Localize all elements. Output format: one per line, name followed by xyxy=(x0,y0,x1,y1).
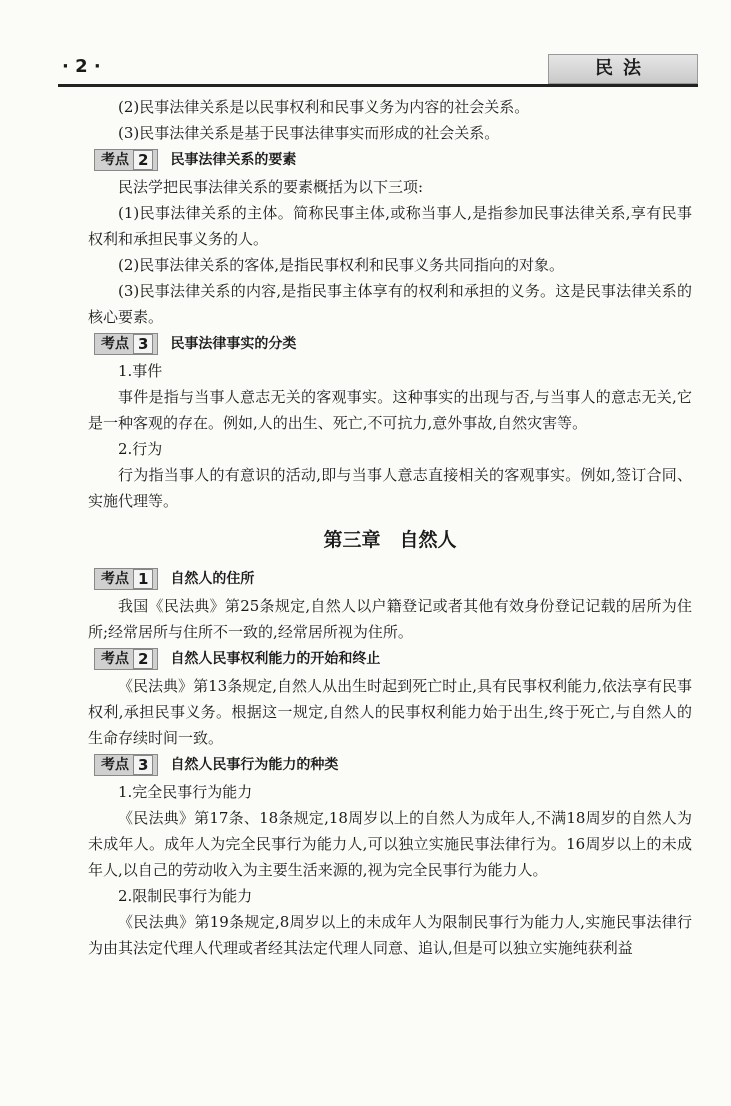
exam-point-heading xyxy=(88,566,692,592)
exam-point-number: 3 xyxy=(133,334,153,354)
exam-point-heading xyxy=(88,147,692,173)
exam-point-number: 2 xyxy=(133,150,153,170)
paragraph: 《民法典》第17条、18条规定,18周岁以上的自然人为成年人,不满18周岁的自然人为未成年人。成年人为完全民事行为能力人,可以独立实施民事法律行为。16周岁以上的未成年人,以自己的劳动收入为主要生活来源的,视为完全民事行为能力人。 xyxy=(88,809,692,879)
exam-point-title: 民事法律关系的要素 xyxy=(170,152,297,168)
paragraph: 《民法典》第13条规定,自然人从出生时起到死亡时止,具有民事权利能力,依法享有民事权利,承担民事义务。根据这一规定,自然人的民事权利能力始于出生,终于死亡,与自然人的生命存续时间一致。 xyxy=(88,677,692,747)
page-header xyxy=(58,54,698,86)
exam-point-title: 自然人的住所 xyxy=(170,571,255,587)
exam-point-badge xyxy=(94,333,158,355)
exam-point-label: 考点 xyxy=(101,651,129,667)
paragraph: (2)民事法律关系是以民事权利和民事义务为内容的社会关系。 xyxy=(118,98,530,116)
exam-point-heading xyxy=(88,752,692,778)
paragraph: 1.完全民事行为能力 xyxy=(118,783,253,801)
header-rule xyxy=(58,84,698,87)
exam-point-label: 考点 xyxy=(101,757,129,773)
exam-point-badge xyxy=(94,568,158,590)
exam-point-badge xyxy=(94,149,158,171)
exam-point-heading xyxy=(88,331,692,357)
exam-point-badge xyxy=(94,754,158,776)
paragraph: 1.事件 xyxy=(118,362,163,380)
section-label: 民法 xyxy=(548,54,698,84)
exam-point-number: 1 xyxy=(133,569,153,589)
exam-point-heading xyxy=(88,646,692,672)
paragraph: 民法学把民事法律关系的要素概括为以下三项: xyxy=(118,178,424,196)
paragraph: 事件是指与当事人意志无关的客观事实。这种事实的出现与否,与当事人的意志无关,它是一种客观的存在。例如,人的出生、死亡,不可抗力,意外事故,自然灾害等。 xyxy=(88,388,692,432)
paragraph: 行为指当事人的有意识的活动,即与当事人意志直接相关的客观事实。例如,签订合同、实施代理等。 xyxy=(88,466,692,510)
paragraph: (3)民事法律关系的内容,是指民事主体享有的权利和承担的义务。这是民事法律关系的核心要素。 xyxy=(88,282,692,326)
exam-point-label: 考点 xyxy=(101,152,129,168)
paragraph: 2.限制民事行为能力 xyxy=(118,887,253,905)
paragraph: (2)民事法律关系的客体,是指民事权利和民事义务共同指向的对象。 xyxy=(118,256,565,274)
paragraph: (3)民事法律关系是基于民事法律事实而形成的社会关系。 xyxy=(118,124,500,142)
page-number: · 2 · xyxy=(62,56,101,77)
chapter-title: 第三章 自然人 xyxy=(323,529,457,551)
paragraph: 《民法典》第19条规定,8周岁以上的未成年人为限制民事行为能力人,实施民事法律行为由其法定代理人代理或者经其法定代理人同意、追认,但是可以独立实施纯获利益 xyxy=(88,913,692,957)
exam-point-number: 2 xyxy=(133,649,153,669)
exam-point-title: 民事法律事实的分类 xyxy=(170,336,297,352)
exam-point-title: 自然人民事行为能力的种类 xyxy=(170,757,339,773)
exam-point-number: 3 xyxy=(133,755,153,775)
paragraph: 2.行为 xyxy=(118,440,163,458)
page-body xyxy=(88,94,692,961)
paragraph: (1)民事法律关系的主体。简称民事主体,或称当事人,是指参加民事法律关系,享有民事权利和承担民事义务的人。 xyxy=(88,204,692,248)
exam-point-label: 考点 xyxy=(101,336,129,352)
exam-point-title: 自然人民事权利能力的开始和终止 xyxy=(170,651,381,667)
exam-point-badge xyxy=(94,648,158,670)
exam-point-label: 考点 xyxy=(101,571,129,587)
paragraph: 我国《民法典》第25条规定,自然人以户籍登记或者其他有效身份登记记载的居所为住所;经常居所与住所不一致的,经常居所视为住所。 xyxy=(88,597,692,641)
